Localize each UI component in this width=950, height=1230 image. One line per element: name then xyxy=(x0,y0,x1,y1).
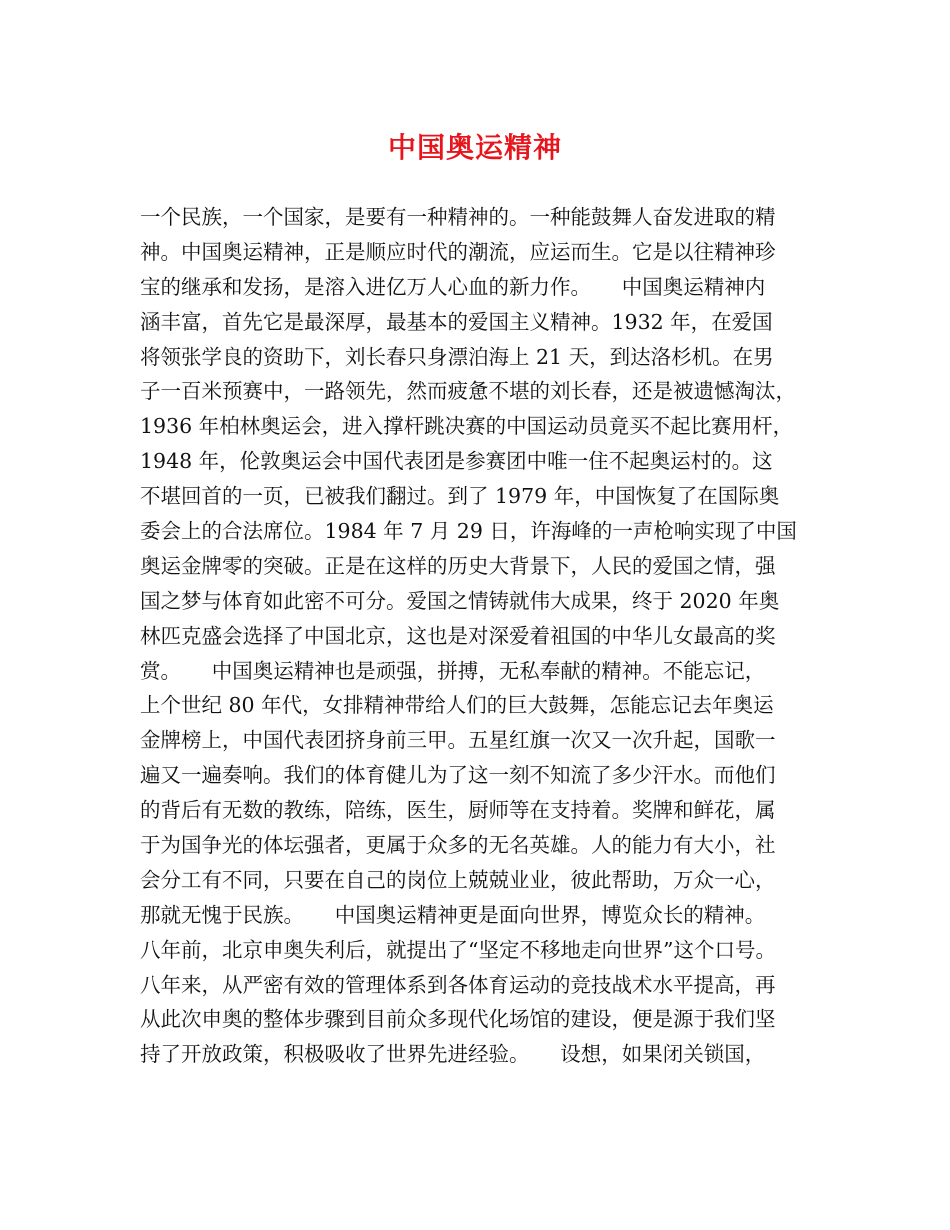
text-line: 于为国争光的体坛强者，更属于众多的无名英雄。人的能力有大小，社 xyxy=(140,833,776,858)
text-line: 宝的继承和发扬，是溶入进亿万人心血的新力作。 中国奥运精神内 xyxy=(140,274,766,299)
text-line: 从此次申奥的整体步骤到目前众多现代化场馆的建设，便是源于我们坚 xyxy=(140,1007,776,1032)
text-line: 不堪回首的一页，已被我们翻过。到了 1979 年，中国恢复了在国际奥 xyxy=(140,484,780,509)
text-line: 持了开放政策，积极吸收了世界先进经验。 设想，如果闭关锁国， xyxy=(140,1042,766,1067)
text-line: 委会上的合法席位。1984 年 7 月 29 日，许海峰的一声枪响实现了中国 xyxy=(140,519,797,544)
text-line: 的背后有无数的教练，陪练，医生，厨师等在支持着。奖牌和鲜花，属 xyxy=(140,798,776,823)
text-line: 1948 年，伦敦奥运会中国代表团是参赛团中唯一住不起奥运村的。这 xyxy=(140,449,773,474)
text-line: 遍又一遍奏响。我们的体育健儿为了这一刻不知流了多少汗水。而他们 xyxy=(140,763,776,788)
text-line: 金牌榜上，中国代表团挤身前三甲。五星红旗一次又一次升起，国歌一 xyxy=(140,728,776,753)
text-line: 涵丰富，首先它是最深厚，最基本的爱国主义精神。1932 年，在爱国 xyxy=(140,309,773,334)
text-line: 八年来，从严密有效的管理体系到各体育运动的竞技战术水平提高，再 xyxy=(140,972,776,997)
text-line: 子一百米预赛中，一路领先，然而疲惫不堪的刘长春，还是被遗憾淘汰， xyxy=(140,379,796,404)
text-line: 赏。 中国奥运精神也是顽强，拼搏，无私奉献的精神。不能忘记， xyxy=(140,658,766,683)
text-line: 那就无愧于民族。 中国奥运精神更是面向世界，博览众长的精神。 xyxy=(140,902,766,927)
text-line: 神。中国奥运精神，正是顺应时代的潮流，应运而生。它是以往精神珍 xyxy=(140,239,776,264)
document-body xyxy=(140,200,840,1072)
document-title: 中国奥运精神 xyxy=(387,131,562,164)
text-line: 国之梦与体育如此密不可分。爱国之情铸就伟大成果，终于 2020 年奥 xyxy=(140,588,780,613)
text-line: 八年前，北京申奥失利后，就提出了“坚定不移地走向世界”这个口号。 xyxy=(140,937,776,962)
text-line: 1936 年柏林奥运会，进入撑杆跳决赛的中国运动员竟买不起比赛用杆， xyxy=(140,414,794,439)
text-line: 将领张学良的资助下，刘长春只身漂泊海上 21 天，到达洛杉机。在男 xyxy=(140,344,774,369)
text-line: 林匹克盛会选择了中国北京，这也是对深爱着祖国的中华儿女最高的奖 xyxy=(140,623,776,648)
text-line: 会分工有不同，只要在自己的岗位上兢兢业业，彼此帮助，万众一心， xyxy=(140,867,776,892)
text-line: 一个民族，一个国家，是要有一种精神的。一种能鼓舞人奋发进取的精 xyxy=(140,205,776,229)
text-line: 奥运金牌零的突破。正是在这样的历史大背景下，人民的爱国之情，强 xyxy=(140,553,776,578)
text-line: 上个世纪 80 年代，女排精神带给人们的巨大鼓舞，怎能忘记去年奥运 xyxy=(140,693,774,718)
